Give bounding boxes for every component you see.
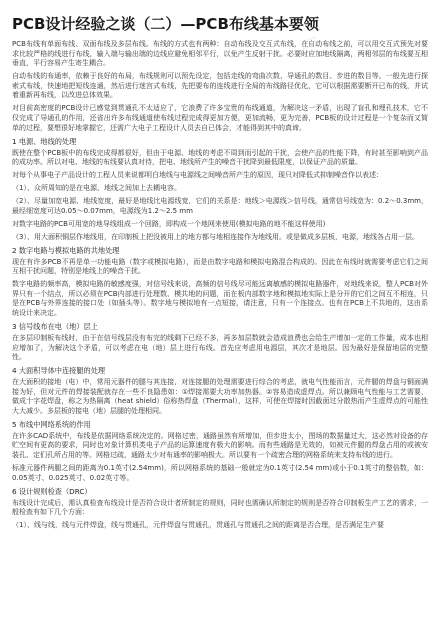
paragraph: PCB布线有单面布线、双面布线及多层布线。布线的方式也有两种：自动布线及交互式布线，在自动布线之前，可以用交互式预先对要求比较严格的线进行布线，输入端与输出端的边线应避免相邻平行，以免产生反射干扰。必要时应加地线隔离，两相邻层的布线要互相垂直，平行容易产生寄生耦合。 — [12, 40, 428, 68]
paragraph: 布线设计完成后，需认真检查布线设计是否符合设计者所制定的规则，同时也需确认所制定的规则是否符合印制板生产工艺的需求，一般检查有如下几个方面： — [12, 498, 428, 517]
paragraph: （1）、线与线，线与元件焊盘，线与贯通孔，元件焊盘与贯通孔，贯通孔与贯通孔之间的距离是否合理，是否满足生产要 — [12, 521, 384, 530]
paragraph: 在大面积的接地（电）中，常用元器件的腿与其连接，对连接腿的处理需要进行综合的考虑，就电气性能而言，元件腿的焊盘与铜面满接为好，但对元件的焊接装配就存在一些不良隐患如：①焊接需要大功率加热器。②容易造成虚焊点。所以兼顾电气性能与工艺需要，做成十字花焊盘，称之为热隔离（heat shield）俗称热焊盘（Thermal），这样，可使在焊接时因截面过分散热而产生虚焊点的可能性大大减少。多层板的接电（地）层腿的处理相同。 — [12, 378, 428, 415]
section-heading: 5 布线中网络系统的作用 — [12, 419, 91, 429]
paragraph: 标准元器件两腿之间的距离为0.1英寸(2.54mm)，所以网格系统的基础一般就定为0.1英寸(2.54 mm)或小于0.1英寸的整倍数，如：0.05英寸、0.025英寸、0.02英寸等。 — [12, 464, 428, 482]
watermark-mark: ▱ — [56, 247, 81, 278]
paragraph: 数字电路的频率高，模拟电路的敏感度强，对信号线来说，高频的信号线尽可能远离敏感的模拟电路器件，对地线来说，整人PCB对外界只有一个结点，所以必须在PCB内部进行处理数、模共地的问题，而在板内部数字地和模拟地实际上是分开的它们之间互不相连，只是在PCB与外界连接的接口处（如插头等）。数字地与模拟地有一点短接，请注意，只有一个连接点。也有在PCB上不共地的，这由系统设计来决定。 — [12, 280, 428, 317]
watermark-mark: ▱ — [296, 27, 321, 58]
paragraph: 自动布线的布通率，依赖于良好的布局，布线规则可以预先设定，包括走线的弯曲次数、导通孔的数目、步进的数目等。一般先进行探索式布线，快速地把短线连通，然后进行迷宫式布线，先把要布的连线进行全局的布线路径优化，它可以根据需要断开已布的线，并试着重新再布线，以改进总体效果。 — [12, 72, 428, 100]
paragraph: 对目前高密度的PCB设计已感觉到贯通孔不太适应了，它浪费了许多宝贵的布线通道，为解决这一矛盾，出现了盲孔和埋孔技术，它不仅完成了导通孔的作用，还省出许多布线通道使布线过程完成得更加方便，更加流畅，更为完善，PCB板的设计过程是一个复杂而又简单的过程，要想很好地掌握它，还需广大电子工程设计人员去自已体会，才能得到其中的真谛。 — [12, 104, 428, 132]
document-title: PCB设计经验之谈（二）—PCB布线基本要领 — [12, 15, 319, 33]
paragraph: 对每个从事电子产品设计的工程人员来说都明白地线与电源线之间噪音所产生的原因，现只对降低式抑制噪音作以表述： — [12, 171, 383, 180]
paragraph: 对数字电路的PCB可用宽的地导线组成一个回路，即构成一个地网来使用(模拟电路的地不能这样使用) — [12, 219, 326, 228]
paragraph: 在许多CAD系统中，布线是依据网络系统决定的。网格过密，通路虽然有所增加，但步进太小，图场的数据量过大，这必然对设备的存贮空间有更高的要求，同时也对象计算机类电子产品的运算速度有极大的影响。而有些通路是无效的，如被元件腿的焊盘占用的或被安装孔、定们孔所占用的等。网格过疏，通路太少对布通率的影响极大。所以要有一个疏密合理的网格系统来支持布线的进行。 — [12, 431, 428, 460]
section-heading: 4 大面积导体中连接腿的处理 — [12, 366, 106, 376]
section-heading: 6 设计规则检查（DRC） — [12, 486, 92, 496]
section-heading: 1 电源、地线的处理 — [12, 136, 77, 146]
paragraph: 在多层印制板布线时，由于在信号线层没有布完的线剩下已经不多，再多加层数就会造成浪费也会给生产增加一定的工作量，成本也相应增加了，为解决这个矛盾，可以考虑在电（地）层上进行布线。首先应考虑用电源层，其次才是地层。因为最好是保留地层的完整性。 — [12, 333, 428, 362]
paragraph: 现在有许多PCB不再是单一功能电路（数字或模拟电路），而是由数字电路和模拟电路混合构成的。因此在布线时就需要考虑它们之间互相干扰问题，特别是地线上的噪音干扰。 — [12, 257, 428, 276]
paragraph: （1）、众所周知的是在电源、地线之间加上去耦电容。 — [12, 184, 181, 193]
paragraph: （3）、用大面积铜层作地线用，在印制板上把没被用上的地方都与地相连接作为地线用。或是做成多层板，电源，地线各占用一层。 — [12, 232, 419, 241]
paragraph: （2）、尽量加宽电源、地线宽度，最好是地线比电源线宽，它们的关系是：地线＞电源线＞信号线，通常信号线宽为：0.2～0.3mm，最经细宽度可达0.05～0.07mm，电源线为1.2～2.5 mm — [12, 197, 428, 215]
paragraph: 既使在整个PCB板中的布线完成得都很好，但由于电源、地线的考虑不周到而引起的干扰，会使产品的性能下降，有时甚至影响到产品的成功率。所以对电、地线的布线要认真对待，把电、地线所产生的噪音干扰降到最低限度，以保证产品的质量。 — [12, 148, 428, 167]
document-body — [12, 40, 428, 531]
section-heading: 2 数字电路与模拟电路的共地处理 — [12, 245, 120, 255]
section-heading: 3 信号线布在电（地）层上 — [12, 321, 98, 331]
watermark-mark: ▱ — [326, 427, 351, 458]
